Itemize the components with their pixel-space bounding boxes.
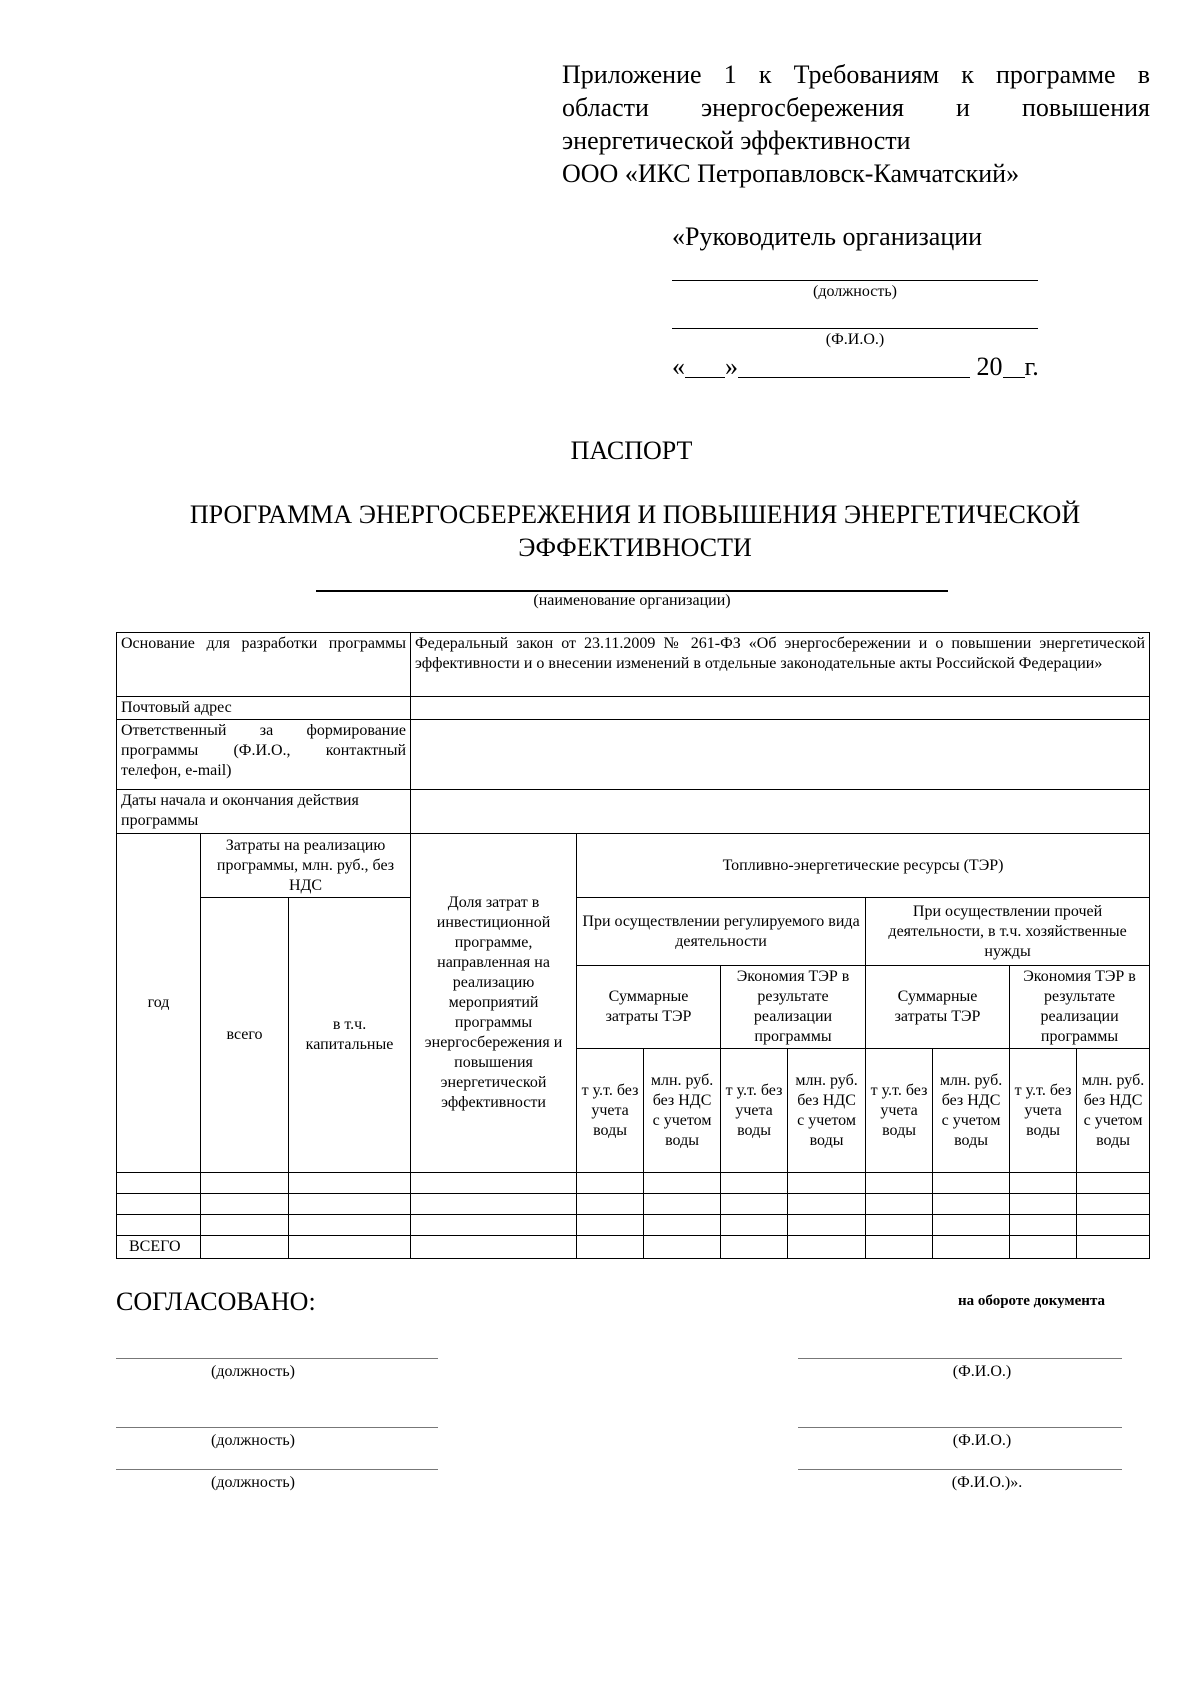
date-day-blank[interactable]	[685, 355, 725, 378]
regulated-savings-header: Экономия ТЭР в результате реализации программы	[721, 966, 866, 1049]
unit-tut-header: т у.т. без учета воды	[721, 1049, 788, 1173]
year-header: год	[117, 834, 201, 1173]
agreed-name-line-3[interactable]	[798, 1469, 1122, 1470]
table-cell[interactable]	[1077, 1194, 1150, 1215]
date-open-quote: «	[672, 352, 685, 381]
agreed-name-line-2[interactable]	[798, 1427, 1122, 1428]
date-month-blank[interactable]	[738, 355, 970, 378]
table-cell[interactable]	[1077, 1215, 1150, 1236]
other-activity-header: При осуществлении прочей деятельности, в т.ч. хозяйственные нужды	[866, 898, 1150, 966]
annex-line-4: ООО «ИКС Петропавловск-Камчатский»	[562, 159, 1020, 188]
table-cell[interactable]	[1077, 1173, 1150, 1194]
table-cell[interactable]	[117, 1173, 201, 1194]
responsible-label: Ответственный за формирование программы (Ф.И.О., контактный телефон, e-mail)	[117, 720, 411, 790]
table-row	[117, 1173, 1150, 1194]
table-cell[interactable]	[1010, 1173, 1077, 1194]
passport-table	[116, 632, 1150, 1259]
responsible-value[interactable]	[411, 720, 1150, 790]
unit-rub-header: млн. руб. без НДС с учетом воды	[788, 1049, 866, 1173]
annex-header	[562, 58, 1150, 190]
agreed-position-line-1[interactable]	[116, 1358, 438, 1359]
table-cell[interactable]	[644, 1173, 721, 1194]
table-cell[interactable]	[201, 1194, 289, 1215]
approval-name-caption: (Ф.И.О.)	[825, 331, 885, 348]
table-cell[interactable]	[788, 1236, 866, 1259]
regulated-total-costs-header: Суммарные затраты ТЭР	[577, 966, 721, 1049]
total-row	[117, 1236, 1150, 1259]
program-dates-label: Даты начала и окончания действия программы	[117, 790, 411, 834]
table-cell[interactable]	[933, 1173, 1010, 1194]
costs-capital-header: в т.ч. капитальные	[289, 898, 411, 1173]
organization-caption: (наименование организации)	[533, 592, 731, 609]
approval-date-line[interactable]	[672, 352, 1038, 382]
costs-total-header: всего	[201, 898, 289, 1173]
costs-header: Затраты на реализацию программы, млн. руб., без НДС	[201, 834, 411, 898]
date-year-prefix: 20	[976, 352, 1003, 381]
table-cell[interactable]	[577, 1236, 644, 1259]
table-cell[interactable]	[644, 1215, 721, 1236]
approval-position-caption: (должность)	[813, 283, 897, 300]
agreed-name-caption-3: (Ф.И.О.)».	[951, 1474, 1023, 1491]
table-cell[interactable]	[1010, 1236, 1077, 1259]
table-cell[interactable]	[289, 1173, 411, 1194]
unit-tut-header: т у.т. без учета воды	[1010, 1049, 1077, 1173]
document-title: ПАСПОРТ	[570, 436, 693, 465]
program-title-line-1: ПРОГРАММА ЭНЕРГОСБЕРЕЖЕНИЯ И ПОВЫШЕНИЯ ЭНЕРГЕТИЧЕСКОЙ	[189, 500, 1081, 529]
date-close-quote: »	[725, 352, 738, 381]
table-cell[interactable]	[721, 1173, 788, 1194]
other-total-costs-header: Суммарные затраты ТЭР	[866, 966, 1010, 1049]
agreed-name-caption-2: (Ф.И.О.)	[952, 1432, 1012, 1449]
table-cell[interactable]	[289, 1236, 411, 1259]
table-cell[interactable]	[411, 1173, 577, 1194]
agreed-position-caption-2: (должность)	[211, 1432, 295, 1449]
program-dates-value[interactable]	[411, 790, 1150, 834]
table-cell[interactable]	[933, 1194, 1010, 1215]
approval-position-line[interactable]	[672, 280, 1038, 281]
table-cell[interactable]	[1010, 1215, 1077, 1236]
table-cell[interactable]	[117, 1194, 201, 1215]
table-cell[interactable]	[721, 1236, 788, 1259]
unit-tut-header: т у.т. без учета воды	[866, 1049, 933, 1173]
agreed-position-caption-3: (должность)	[211, 1474, 295, 1491]
table-cell[interactable]	[411, 1215, 577, 1236]
table-cell[interactable]	[1010, 1194, 1077, 1215]
table-cell[interactable]	[577, 1173, 644, 1194]
date-year-suffix: г.	[1024, 352, 1039, 381]
table-cell[interactable]	[644, 1236, 721, 1259]
agreed-name-line-1[interactable]	[798, 1358, 1122, 1359]
table-cell[interactable]	[933, 1236, 1010, 1259]
unit-rub-header: млн. руб. без НДС с учетом воды	[1077, 1049, 1150, 1173]
agreed-title: СОГЛАСОВАНО:	[116, 1287, 316, 1316]
table-cell[interactable]	[117, 1215, 201, 1236]
agreed-position-line-3[interactable]	[116, 1469, 438, 1470]
table-cell[interactable]	[289, 1194, 411, 1215]
table-cell[interactable]	[788, 1215, 866, 1236]
program-title-line-2: ЭФФЕКТИВНОСТИ	[518, 533, 752, 562]
postal-address-value[interactable]	[411, 697, 1150, 720]
agreed-position-line-2[interactable]	[116, 1427, 438, 1428]
basis-value: Федеральный закон от 23.11.2009 № 261-ФЗ «Об энергосбережении и о повышении энергетической эффективности и о внесении изменений в отдельные законодательные акты Российской Федерации»	[411, 633, 1150, 697]
table-cell[interactable]	[866, 1194, 933, 1215]
table-cell[interactable]	[721, 1194, 788, 1215]
table-row	[117, 1194, 1150, 1215]
total-row-label: ВСЕГО	[117, 1236, 201, 1259]
table-row	[117, 1215, 1150, 1236]
approval-name-line[interactable]	[672, 328, 1038, 329]
table-cell[interactable]	[201, 1236, 289, 1259]
table-cell[interactable]	[866, 1215, 933, 1236]
postal-address-label: Почтовый адрес	[117, 697, 411, 720]
table-cell[interactable]	[788, 1194, 866, 1215]
reverse-side-note: на обороте документа	[958, 1293, 1106, 1309]
program-title	[140, 498, 1130, 564]
table-cell[interactable]	[577, 1215, 644, 1236]
table-cell[interactable]	[788, 1173, 866, 1194]
ter-header: Топливно-энергетические ресурсы (ТЭР)	[577, 834, 1150, 898]
table-cell[interactable]	[577, 1194, 644, 1215]
table-cell[interactable]	[201, 1215, 289, 1236]
annex-line-3: энергетической эффективности	[562, 126, 911, 155]
table-cell[interactable]	[721, 1215, 788, 1236]
table-cell[interactable]	[411, 1194, 577, 1215]
unit-tut-header: т у.т. без учета воды	[577, 1049, 644, 1173]
table-cell[interactable]	[1077, 1236, 1150, 1259]
table-cell[interactable]	[644, 1194, 721, 1215]
agreed-name-caption-1: (Ф.И.О.)	[952, 1363, 1012, 1380]
unit-rub-header: млн. руб. без НДС с учетом воды	[933, 1049, 1010, 1173]
annex-line-2: области энергосбережения и повышения	[562, 93, 1150, 122]
table-cell[interactable]	[289, 1215, 411, 1236]
table-cell[interactable]	[866, 1173, 933, 1194]
annex-line-1: Приложение 1 к Требованиям к программе в	[562, 60, 1150, 89]
unit-rub-header: млн. руб. без НДС с учетом воды	[644, 1049, 721, 1173]
date-year-blank[interactable]	[1003, 355, 1025, 378]
basis-label: Основание для разработки программы	[117, 633, 411, 697]
regulated-activity-header: При осуществлении регулируемого вида деятельности	[577, 898, 866, 966]
table-cell[interactable]	[201, 1173, 289, 1194]
table-cell[interactable]	[411, 1236, 577, 1259]
table-cell[interactable]	[866, 1236, 933, 1259]
other-savings-header: Экономия ТЭР в результате реализации программы	[1010, 966, 1150, 1049]
table-cell[interactable]	[933, 1215, 1010, 1236]
approval-title: «Руководитель организации	[672, 222, 983, 251]
agreed-position-caption-1: (должность)	[211, 1363, 295, 1380]
investment-share-header: Доля затрат в инвестиционной программе, направленная на реализацию мероприятий программы энергосбережения и повышения энергетической эффективности	[411, 834, 577, 1173]
